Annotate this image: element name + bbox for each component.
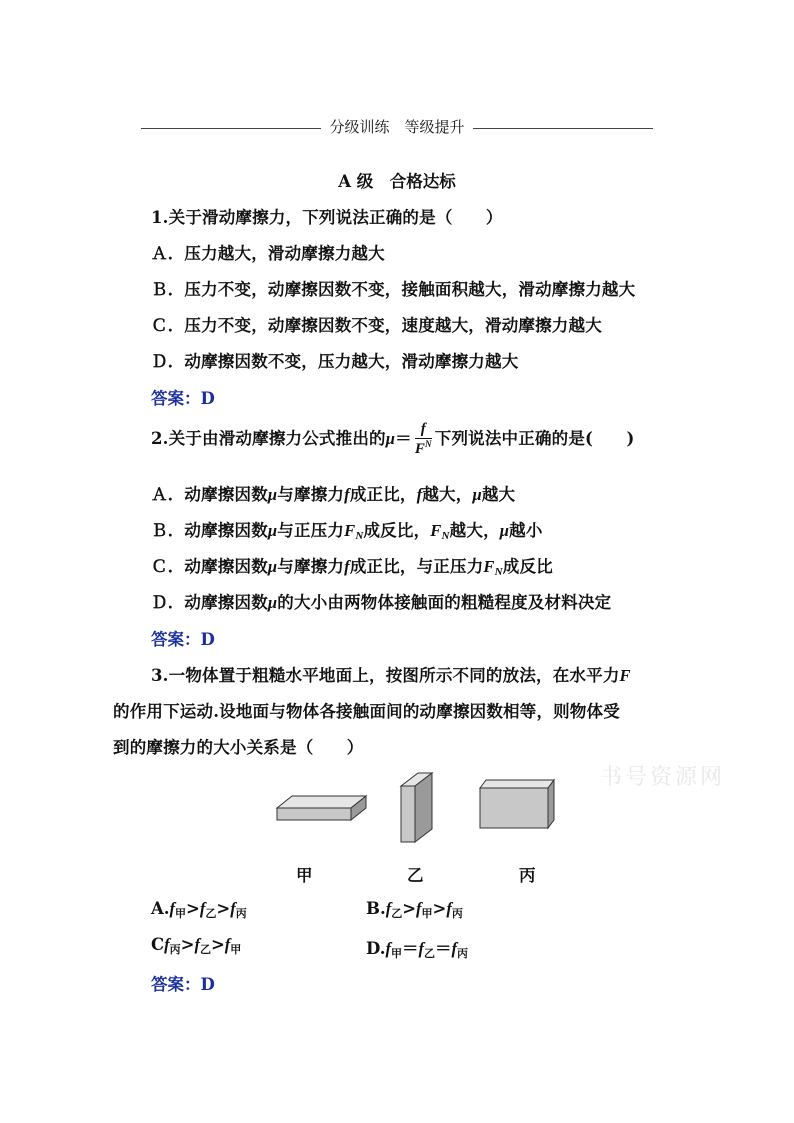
q2-frac-den-sup: N [425,439,432,449]
q2c-text-3: 成正比，与正压力 [349,557,484,576]
header-rule-left [141,128,321,129]
watermark: 书号资源网 [600,765,726,790]
q2c-text-2: 与摩擦力 [277,557,345,576]
q3a-sub1: 甲 [175,907,187,920]
q1-option-b: Ｂ．压力不变，动摩擦因数不变，接触面积越大，滑动摩擦力越大 [151,280,636,299]
q3-line-1 [151,662,631,686]
q3d-label: D. [366,939,386,958]
q3b-f2: f [416,899,422,918]
q3c-f2: f [194,935,200,954]
q3a-op2: > [216,899,231,918]
q3d-sub3: 丙 [456,947,468,960]
q2-frac-num: f [415,422,432,439]
page-header [0,116,794,137]
q3b-op1: > [402,899,417,918]
q2-stem-suffix: 下列说法中正确的是( ) [434,429,635,448]
q3a-f1: f [169,899,176,918]
q2a-f-2: f [416,485,423,504]
q2b-text-4: 越大， [449,521,500,540]
q3c-sub1: 丙 [169,943,181,956]
q2d-text-1: Ｄ．动摩擦因数 [151,593,268,612]
q1-option-c: Ｃ．压力不变，动摩擦因数不变，速度越大，滑动摩擦力越大 [151,316,602,335]
block-jia [277,796,366,820]
q2-option-d [151,589,611,613]
block-yi [401,773,432,842]
q3b-sub3: 丙 [451,907,463,920]
q2-fraction [415,422,432,457]
q3d-f2: f [418,939,424,958]
q3a-sub3: 丙 [235,907,247,920]
q2a-f: f [344,485,350,504]
figure-label-bing: 丙 [519,866,536,885]
q3d-op2: ＝ [434,939,452,958]
q2b-F: F [344,521,356,540]
figure-label-yi: 乙 [407,866,424,885]
q2b-F-2: F [430,521,442,540]
q3d-f1: f [385,939,391,958]
q3c-f3: f [224,935,231,954]
q2c-mu: μ [267,557,278,576]
q2d-mu: μ [267,593,278,612]
q2-option-b [151,517,543,542]
q3c-sub3: 甲 [230,943,242,956]
q3-option-a [151,899,247,921]
q2b-F-2-sub: N [441,530,450,542]
q1-option-d: Ｄ．动摩擦因数不变，压力越大，滑动摩擦力越大 [151,352,519,371]
q3a-sub2: 乙 [205,907,217,920]
q2b-text-2: 与正压力 [277,521,345,540]
block-bing [480,780,554,828]
q2-equals: ＝ [395,429,412,448]
q3-figure [270,770,570,850]
q2c-text-4: 成反比 [502,557,553,576]
q2c-F-sub: N [494,566,503,578]
q2b-mu-2: μ [499,521,510,540]
q2c-F: F [483,557,495,576]
q3b-f1: f [385,899,392,918]
q2a-text-3: 成正比， [349,485,417,504]
q3-option-b [366,899,463,921]
header-rule-right [473,128,653,129]
q2c-f: f [344,557,350,576]
header-title: 分级训练 等级提升 [329,118,465,136]
q3b-sub2: 甲 [421,907,433,920]
q3c-f1: f [164,935,170,954]
q2-option-c [151,553,553,578]
q3d-sub2: 乙 [423,947,435,960]
q2-answer: 答案：D [151,630,215,649]
q1-option-a: Ａ．压力越大，滑动摩擦力越大 [151,244,385,263]
q2a-text-1: Ａ．动摩擦因数 [151,485,268,504]
q3c-label: C [151,935,165,954]
q3c-op2: > [210,935,225,954]
q3-answer: 答案：D [151,975,215,994]
q3b-f3: f [446,899,452,918]
q3-option-c [151,935,241,957]
q3b-op2: > [432,899,447,918]
q2a-mu: μ [267,485,278,504]
q2a-text-5: 越大 [481,485,516,504]
q3d-sub1: 甲 [390,947,402,960]
q3c-sub2: 乙 [199,943,211,956]
q2c-text-1: Ｃ．动摩擦因数 [151,557,268,576]
q2-stem-prefix: 2.关于由滑动摩擦力公式推出的 [151,429,386,448]
q3-option-d [366,935,468,961]
q2b-F-sub: N [355,530,364,542]
q2-option-a [151,481,515,505]
q3b-label: B. [366,899,386,918]
q3-line-3: 到的摩擦力的大小关系是（ ） [113,738,364,757]
q2-frac-den-letter: F [414,441,426,457]
q2b-mu: μ [267,521,278,540]
q1-stem: 1.关于滑动摩擦力，下列说法正确的是（ ） [151,208,503,227]
q1-answer: 答案：D [151,389,215,408]
q3a-op1: > [186,899,200,918]
section-title: A 级 合格达标 [338,172,456,191]
q2b-text-5: 越小 [509,521,543,540]
q2a-mu-2: μ [472,485,482,504]
q3d-op1: ＝ [401,939,419,958]
q3-force-F: F [619,666,631,685]
q3-line-2: 的作用下运动.设地面与物体各接触面间的动摩擦因数相等，则物体受 [113,702,620,721]
q2a-text-2: 与摩擦力 [277,485,345,504]
q3a-f3: f [230,899,236,918]
q3a-f2: f [199,899,206,918]
figure-label-jia: 甲 [296,866,313,885]
q3d-f3: f [451,939,457,958]
q2a-text-4: 越大， [422,485,473,504]
q2d-text-2: 的大小由两物体接触面的粗糙程度及材料决定 [277,593,612,612]
q3c-op1: > [180,935,195,954]
q2-mu: μ [385,429,396,448]
q2-stem [151,422,634,457]
q2b-text-1: Ｂ．动摩擦因数 [151,521,268,540]
q3-line-1-text: 3.一物体置于粗糙水平地面上，按图所示不同的放法，在水平力 [151,666,620,685]
q2b-text-3: 成反比， [363,521,431,540]
q3b-sub1: 乙 [391,907,403,920]
q3a-label: A. [151,899,170,918]
q2-frac-den [415,439,432,457]
